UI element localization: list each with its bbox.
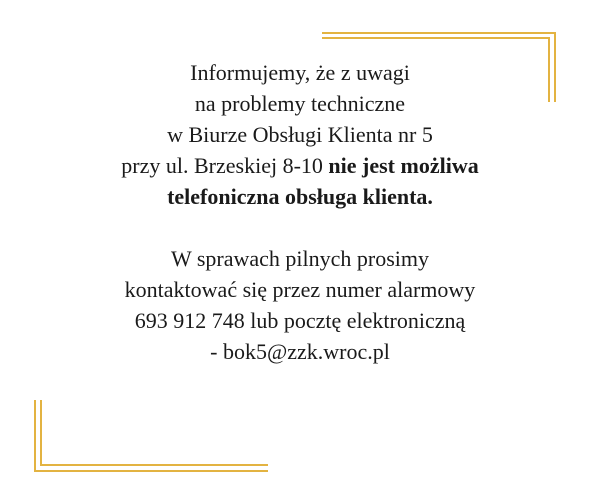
- notice-text: [0, 57, 600, 367]
- notice-line: [0, 150, 600, 181]
- phone-and-email-line: 693 912 748 lub pocztę elektroniczną: [134, 308, 466, 333]
- notice-line-regular: przy ul. Brzeskiej 8-10: [121, 153, 329, 178]
- frame-line: [40, 464, 268, 466]
- notice-line-emphasis: nie jest możliwa: [328, 153, 479, 178]
- notice-line: kontaktować się przez numer alarmowy: [124, 277, 476, 302]
- decorative-frame-bottom-left: [34, 400, 268, 472]
- frame-line: [34, 470, 268, 472]
- frame-line: [34, 400, 36, 472]
- notice-paragraph-technical-problems: [0, 57, 600, 212]
- notice-line: Informujemy, że z uwagi: [190, 60, 410, 85]
- notice-paragraph-contact: [0, 243, 600, 367]
- frame-line: [322, 32, 556, 34]
- frame-line: [322, 37, 550, 39]
- notice-line: W sprawach pilnych prosimy: [170, 246, 430, 271]
- frame-line: [40, 400, 42, 466]
- notice-line: na problemy techniczne: [194, 91, 406, 116]
- notice-line: w Biurze Obsługi Klienta nr 5: [167, 122, 433, 147]
- notice-line-emphasis: telefoniczna obsługa klienta.: [167, 184, 433, 209]
- email-address: - bok5@zzk.wroc.pl: [210, 339, 390, 364]
